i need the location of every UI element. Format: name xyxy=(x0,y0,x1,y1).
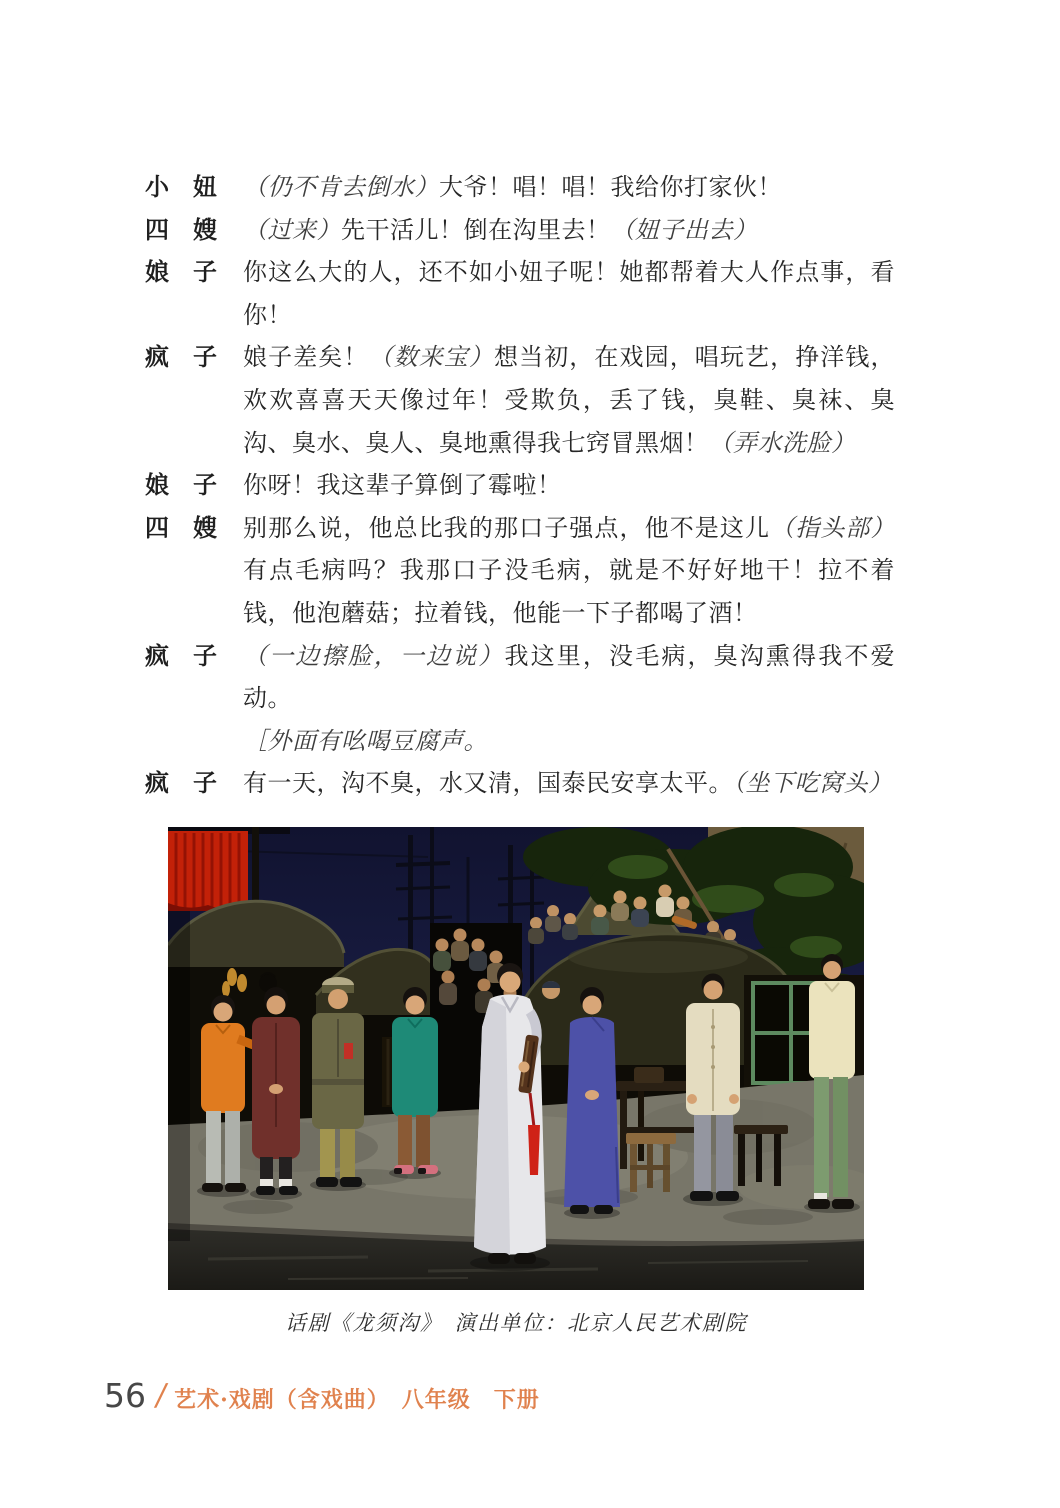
dialogue-text xyxy=(243,166,895,209)
stage-direction: （指头部） xyxy=(770,513,896,542)
script-line xyxy=(145,720,895,763)
page-footer xyxy=(104,1376,540,1415)
speech-text: 你呀！我这辈子算倒了霉啦！ xyxy=(243,471,562,500)
script-line xyxy=(145,166,895,209)
dialogue-text xyxy=(243,635,895,720)
script-dialogue-block xyxy=(145,166,895,805)
speech-text: 想当初，在戏园，唱玩艺，挣洋钱，欢欢喜喜天天像过年！受欺负，丢了钱，臭鞋、臭袜、臭沟、臭水、臭人、臭地熏得我七窍冒黑烟！ xyxy=(243,343,895,457)
script-line xyxy=(145,251,895,336)
script-line xyxy=(145,209,895,252)
stage-direction: （数来宝） xyxy=(368,343,494,372)
photo-figure xyxy=(168,827,864,1337)
stage-direction: ［外面有吆喝豆腐声。 xyxy=(243,726,488,755)
speech-text: 先干活儿！倒在沟里去！ xyxy=(341,215,611,244)
dialogue-text xyxy=(243,464,895,507)
stage-photo-illustration xyxy=(168,827,864,1290)
stage-direction: （坐下吃窝头） xyxy=(733,769,893,798)
script-line xyxy=(145,762,895,805)
actor-blue-robe-woman xyxy=(564,987,620,1214)
speech-text: 大爷！唱！唱！我给你打家伙！ xyxy=(439,173,782,201)
speaker-name: 小 妞 xyxy=(145,172,217,201)
page-number: 56 xyxy=(104,1376,146,1415)
script-line xyxy=(145,635,895,720)
speech-text: 我这里，没毛病，臭沟熏得我不爱动。 xyxy=(243,641,896,713)
dialogue-text xyxy=(243,762,895,805)
dialogue-text xyxy=(243,507,895,635)
speech-text: 有点毛病吗？我那口子没毛病，就是不好好地干！拉不着钱，他泡蘑菇；拉着钱，他能一下子都喝了酒！ xyxy=(243,556,895,627)
dialogue-text xyxy=(243,251,895,336)
photo-caption: 话剧《龙须沟》 演出单位：北京人民艺术剧院 xyxy=(285,1311,747,1335)
dialogue-text xyxy=(243,720,895,763)
speaker-name: 娘 子 xyxy=(145,470,217,500)
dark-stool xyxy=(734,1125,788,1186)
red-tassel xyxy=(528,1125,540,1175)
speaker-name: 娘 子 xyxy=(145,257,217,287)
speech-text: 你这么大的人，还不如小妞子呢！她都帮着大人作点事，看你！ xyxy=(243,258,895,329)
speech-text: 有一天，沟不臭，水又清，国泰民安享太平。 xyxy=(243,769,733,798)
stage-direction: （仍不肯去倒水） xyxy=(243,173,439,201)
speech-text: 娘子差矣！ xyxy=(243,343,369,372)
script-line xyxy=(145,464,895,507)
footer-book-title: 艺术·戏剧（含戏曲） 八年级 下册 xyxy=(174,1386,540,1413)
dialogue-text xyxy=(243,336,895,464)
dialogue-text xyxy=(243,209,895,252)
speaker-name: 四 嫂 xyxy=(145,512,217,542)
rustic-stool xyxy=(626,1133,676,1192)
actor-hidden-capped-head xyxy=(542,981,560,999)
script-line xyxy=(145,336,895,464)
stage-photo xyxy=(168,827,864,1290)
stage-direction: （妞子出去） xyxy=(610,215,758,244)
speaker-name xyxy=(145,720,243,763)
speaker-name: 四 嫂 xyxy=(145,214,217,244)
speaker-name: 疯 子 xyxy=(145,342,217,372)
edge-vignette xyxy=(168,911,190,1241)
stage-direction: （一边擦脸，一边说） xyxy=(243,641,505,670)
footer-separator: / xyxy=(152,1378,170,1413)
script-line xyxy=(145,507,895,635)
speaker-name: 疯 子 xyxy=(145,768,217,798)
stage-direction: （过来） xyxy=(243,215,341,244)
stage-direction: （弄水洗脸） xyxy=(708,428,856,457)
speaker-name: 疯 子 xyxy=(145,640,217,670)
speech-text: 别那么说，他总比我的那口子强点，他不是这儿 xyxy=(243,513,771,542)
